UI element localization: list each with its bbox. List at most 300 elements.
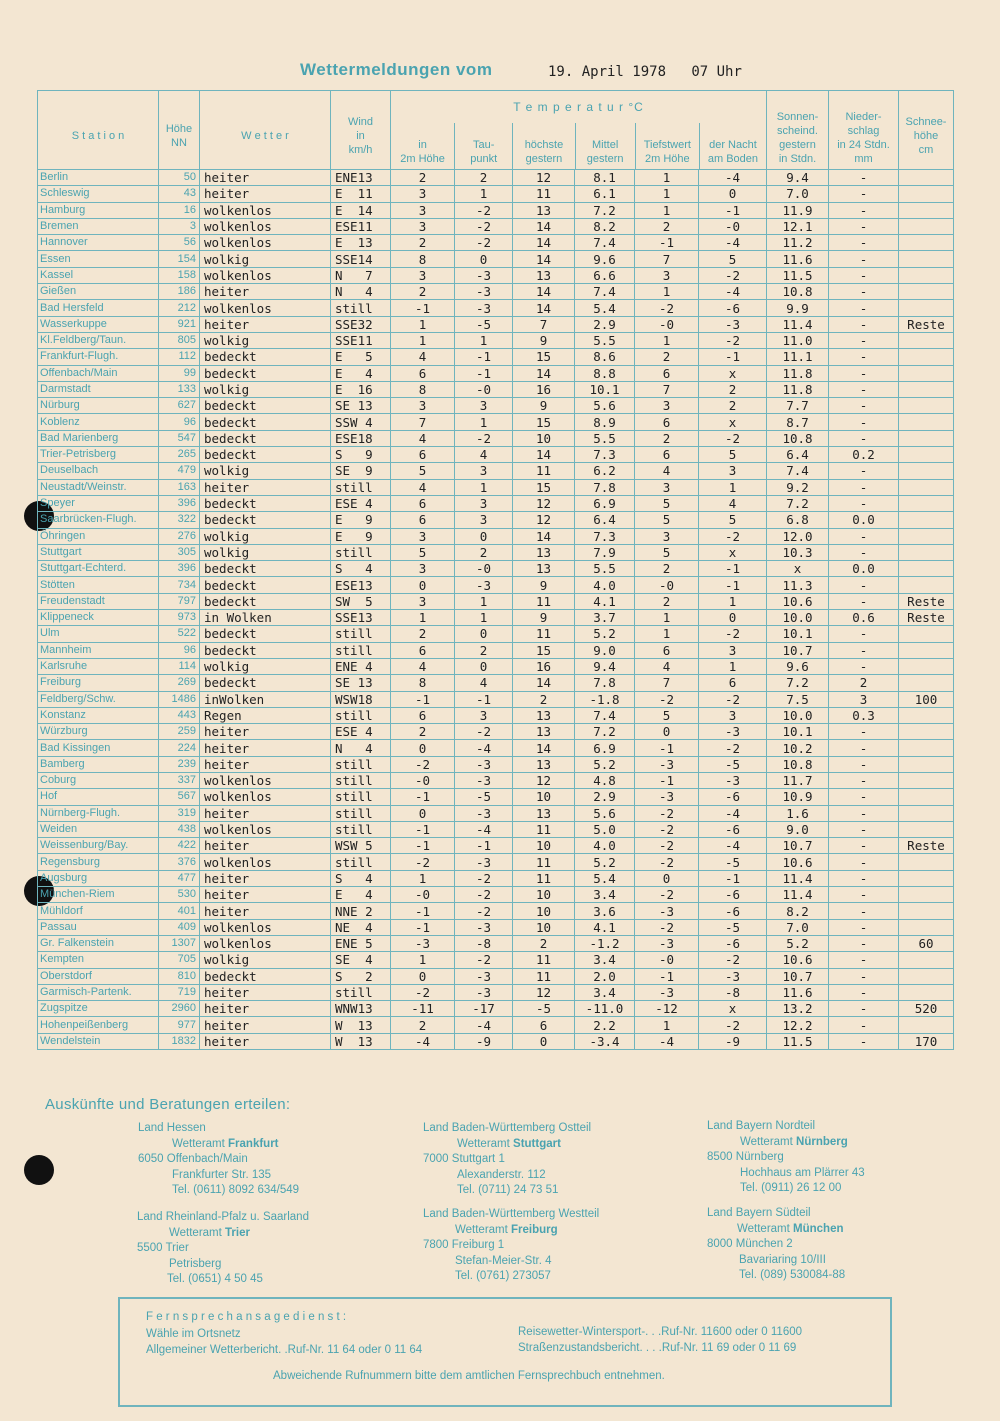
- temp-2m: 3: [391, 267, 455, 283]
- table-row: [38, 724, 954, 740]
- tiefstwert: -1: [635, 235, 699, 251]
- station-hoehe: 158: [159, 267, 200, 283]
- table-row: [38, 463, 954, 479]
- taupunkt: -4: [455, 1017, 513, 1033]
- temp-2m: -1: [391, 838, 455, 854]
- hoechste: 13: [513, 724, 575, 740]
- niederschlag: -: [829, 919, 899, 935]
- wetter: wolkig: [200, 251, 331, 267]
- tiefstwert: -0: [635, 952, 699, 968]
- office-amt-label: Wetteramt: [455, 1223, 508, 1236]
- taupunkt: -3: [455, 984, 513, 1000]
- taupunkt: -2: [455, 202, 513, 218]
- mittel: -1.8: [575, 691, 635, 707]
- wetter: heiter: [200, 984, 331, 1000]
- station-hoehe: 734: [159, 577, 200, 593]
- niederschlag: -: [829, 724, 899, 740]
- station-name: Öhringen: [38, 528, 159, 544]
- wind: SE 13: [331, 675, 391, 691]
- wetter: heiter: [200, 838, 331, 854]
- office-frankfurt: [138, 1121, 299, 1199]
- office-address-2: Frankfurter Str. 135: [172, 1168, 272, 1181]
- schneehoehe: [899, 821, 954, 837]
- tiefstwert: -3: [635, 756, 699, 772]
- station-hoehe: 376: [159, 854, 200, 870]
- table-row: [38, 251, 954, 267]
- tiefstwert: 1: [635, 186, 699, 202]
- office-land: Land Hessen: [138, 1122, 206, 1134]
- temp-2m: 7: [391, 414, 455, 430]
- mittel: 5.6: [575, 398, 635, 414]
- sonnenschein: 10.6: [767, 854, 829, 870]
- mittel: 4.1: [575, 593, 635, 609]
- hoechste: 16: [513, 658, 575, 674]
- station-name: Stötten: [38, 577, 159, 593]
- schneehoehe: Reste: [899, 593, 954, 609]
- temp-2m: -1: [391, 903, 455, 919]
- mittel: 10.1: [575, 381, 635, 397]
- table-row: [38, 365, 954, 381]
- office-land: Land Rheinland-Pfalz u. Saarland: [137, 1211, 309, 1223]
- station-hoehe: 627: [159, 398, 200, 414]
- station-name: Darmstadt: [38, 381, 159, 397]
- wetter: heiter: [200, 887, 331, 903]
- table-row: [38, 300, 954, 316]
- sonnenschein: 9.2: [767, 479, 829, 495]
- boden-nacht: -2: [699, 1017, 767, 1033]
- col-tiefstwert: [636, 123, 700, 169]
- taupunkt: -3: [455, 805, 513, 821]
- boden-nacht: -2: [699, 740, 767, 756]
- col-station-label: S t a t i o n: [71, 129, 125, 142]
- sonnenschein: 11.8: [767, 365, 829, 381]
- tiefstwert: 1: [635, 170, 699, 186]
- hoechste: -5: [513, 1001, 575, 1017]
- office-muenchen: [707, 1206, 845, 1284]
- station-name: Freiburg: [38, 675, 159, 691]
- schneehoehe: [899, 805, 954, 821]
- station-name: Ulm: [38, 626, 159, 642]
- hoechste: 13: [513, 544, 575, 560]
- col-wetter: [200, 91, 331, 170]
- sonnenschein: 7.2: [767, 675, 829, 691]
- boden-nacht: -9: [699, 1033, 767, 1049]
- sonnenschein: 11.0: [767, 332, 829, 348]
- table-row: [38, 626, 954, 642]
- col-taupunkt-line2: punkt: [470, 153, 498, 165]
- office-stuttgart: [423, 1121, 591, 1199]
- schneehoehe: [899, 870, 954, 886]
- wetter: heiter: [200, 284, 331, 300]
- schneehoehe: [899, 577, 954, 593]
- station-hoehe: 154: [159, 251, 200, 267]
- boden-nacht: -1: [699, 870, 767, 886]
- col-hoehe-line1: Höhe: [165, 122, 193, 135]
- col-niederschlag-line2: schlag: [847, 125, 880, 137]
- niederschlag: -: [829, 381, 899, 397]
- niederschlag: -: [829, 300, 899, 316]
- boden-nacht: 3: [699, 707, 767, 723]
- sonnenschein: 11.3: [767, 577, 829, 593]
- sonnenschein: 1.6: [767, 805, 829, 821]
- wind: S 2: [331, 968, 391, 984]
- mittel: 3.7: [575, 610, 635, 626]
- station-hoehe: 96: [159, 642, 200, 658]
- schneehoehe: [899, 398, 954, 414]
- temp-2m: 6: [391, 495, 455, 511]
- hoechste: 14: [513, 284, 575, 300]
- wetter: wolkig: [200, 952, 331, 968]
- hoechste: 10: [513, 919, 575, 935]
- station-hoehe: 224: [159, 740, 200, 756]
- station-hoehe: 1486: [159, 691, 200, 707]
- office-address-1: 7000 Stuttgart 1: [423, 1153, 505, 1165]
- taupunkt: 0: [455, 528, 513, 544]
- mittel: 7.4: [575, 235, 635, 251]
- table-row: [38, 430, 954, 446]
- schneehoehe: [899, 251, 954, 267]
- office-amt: [707, 1222, 845, 1238]
- tiefstwert: -1: [635, 772, 699, 788]
- station-hoehe: 269: [159, 675, 200, 691]
- schneehoehe: 100: [899, 691, 954, 707]
- wind: ENE13: [331, 170, 391, 186]
- wetter: wolkenlos: [200, 919, 331, 935]
- taupunkt: 1: [455, 332, 513, 348]
- station-name: Bad Marienberg: [38, 430, 159, 446]
- wind: still: [331, 479, 391, 495]
- niederschlag: -: [829, 235, 899, 251]
- hoechste: 7: [513, 316, 575, 332]
- wind: ESE 4: [331, 495, 391, 511]
- temp-2m: -3: [391, 935, 455, 951]
- taupunkt: 3: [455, 512, 513, 528]
- col-sonne: [767, 91, 829, 170]
- taupunkt: 3: [455, 398, 513, 414]
- taupunkt: 2: [455, 544, 513, 560]
- table-row: [38, 202, 954, 218]
- station-name: Hof: [38, 789, 159, 805]
- sonnenschein: 10.8: [767, 430, 829, 446]
- schneehoehe: [899, 789, 954, 805]
- schneehoehe: [899, 854, 954, 870]
- niederschlag: -: [829, 642, 899, 658]
- tiefstwert: -1: [635, 968, 699, 984]
- sonnenschein: 10.9: [767, 789, 829, 805]
- temp-2m: -2: [391, 854, 455, 870]
- niederschlag: -: [829, 870, 899, 886]
- taupunkt: 2: [455, 642, 513, 658]
- mittel: 7.9: [575, 544, 635, 560]
- schneehoehe: [899, 447, 954, 463]
- col-wind-line1: Wind: [347, 115, 374, 128]
- office-address-1: 8500 Nürnberg: [707, 1151, 784, 1163]
- hoechste: 13: [513, 202, 575, 218]
- station-name: Mannheim: [38, 642, 159, 658]
- hoechste: 14: [513, 235, 575, 251]
- mittel: 5.2: [575, 626, 635, 642]
- temp-2m: 6: [391, 642, 455, 658]
- sonnenschein: 10.7: [767, 642, 829, 658]
- mittel: 8.2: [575, 218, 635, 234]
- temp-2m: 2: [391, 170, 455, 186]
- niederschlag: -: [829, 463, 899, 479]
- niederschlag: -: [829, 887, 899, 903]
- office-address-1: 8000 München 2: [707, 1238, 793, 1250]
- wetter: heiter: [200, 1017, 331, 1033]
- col-wetter-label: W e t t e r: [241, 129, 289, 142]
- wind: still: [331, 984, 391, 1000]
- wetter: bedeckt: [200, 577, 331, 593]
- table-row: [38, 284, 954, 300]
- wind: SE 4: [331, 952, 391, 968]
- mittel: 5.5: [575, 430, 635, 446]
- sonnenschein: 9.9: [767, 300, 829, 316]
- temp-2m: 1: [391, 952, 455, 968]
- tiefstwert: 2: [635, 349, 699, 365]
- wind: N 4: [331, 740, 391, 756]
- hoechste: 14: [513, 675, 575, 691]
- col-hoechste-line2: gestern: [525, 153, 563, 165]
- tiefstwert: -12: [635, 1001, 699, 1017]
- boden-nacht: -6: [699, 821, 767, 837]
- mittel: 6.9: [575, 495, 635, 511]
- temp-2m: 4: [391, 349, 455, 365]
- col-schnee: [899, 91, 954, 170]
- boden-nacht: -2: [699, 332, 767, 348]
- schneehoehe: [899, 968, 954, 984]
- boden-nacht: -2: [699, 528, 767, 544]
- station-hoehe: 186: [159, 284, 200, 300]
- hoechste: 9: [513, 332, 575, 348]
- wind: E 14: [331, 202, 391, 218]
- hoechste: 13: [513, 805, 575, 821]
- office-amt: [423, 1223, 599, 1239]
- temperatur-title: T e m p e r a t u r °C: [513, 100, 644, 114]
- boden-nacht: -2: [699, 952, 767, 968]
- wetter: wolkig: [200, 658, 331, 674]
- schneehoehe: [899, 300, 954, 316]
- tiefstwert: -2: [635, 838, 699, 854]
- station-name: Neustadt/Weinstr.: [38, 479, 159, 495]
- wind: still: [331, 772, 391, 788]
- schneehoehe: 520: [899, 1001, 954, 1017]
- niederschlag: -: [829, 984, 899, 1000]
- station-name: Offenbach/Main: [38, 365, 159, 381]
- wind: ESE 4: [331, 724, 391, 740]
- wetter: bedeckt: [200, 447, 331, 463]
- boden-nacht: -6: [699, 887, 767, 903]
- hoechste: 10: [513, 887, 575, 903]
- station-name: Hamburg: [38, 202, 159, 218]
- niederschlag: 0.2: [829, 447, 899, 463]
- sonnenschein: 6.4: [767, 447, 829, 463]
- hoechste: 12: [513, 170, 575, 186]
- wetter: wolkenlos: [200, 235, 331, 251]
- col-sonne-line4: in Stdn.: [778, 153, 817, 165]
- wetter: bedeckt: [200, 626, 331, 642]
- mittel: 2.9: [575, 789, 635, 805]
- schneehoehe: [899, 332, 954, 348]
- sonnenschein: 11.1: [767, 349, 829, 365]
- office-amt-label: Wetteramt: [740, 1135, 793, 1148]
- sonnenschein: 10.8: [767, 284, 829, 300]
- schneehoehe: 170: [899, 1033, 954, 1049]
- station-name: Berlin: [38, 170, 159, 186]
- station-name: Karlsruhe: [38, 658, 159, 674]
- boden-nacht: x: [699, 365, 767, 381]
- boden-nacht: -4: [699, 235, 767, 251]
- sonnenschein: 6.8: [767, 512, 829, 528]
- niederschlag: -: [829, 414, 899, 430]
- wetter: bedeckt: [200, 365, 331, 381]
- station-hoehe: 2960: [159, 1001, 200, 1017]
- boden-nacht: -2: [699, 626, 767, 642]
- wind: W 13: [331, 1017, 391, 1033]
- wind: S 4: [331, 561, 391, 577]
- schneehoehe: [899, 707, 954, 723]
- sonnenschein: 11.8: [767, 381, 829, 397]
- station-name: Passau: [38, 919, 159, 935]
- station-name: Bamberg: [38, 756, 159, 772]
- wetter: wolkig: [200, 381, 331, 397]
- table-row: [38, 658, 954, 674]
- table-row: [38, 675, 954, 691]
- taupunkt: 0: [455, 251, 513, 267]
- taupunkt: -3: [455, 284, 513, 300]
- table-row: [38, 544, 954, 560]
- sonnenschein: 9.4: [767, 170, 829, 186]
- schneehoehe: [899, 626, 954, 642]
- mittel: -11.0: [575, 1001, 635, 1017]
- wind: SW 5: [331, 593, 391, 609]
- tiefstwert: 1: [635, 610, 699, 626]
- hoechste: 13: [513, 707, 575, 723]
- niederschlag: -: [829, 544, 899, 560]
- table-row: [38, 218, 954, 234]
- wind: SSE11: [331, 332, 391, 348]
- table-row: [38, 528, 954, 544]
- mittel: 4.8: [575, 772, 635, 788]
- sonnenschein: 10.7: [767, 838, 829, 854]
- niederschlag: -: [829, 267, 899, 283]
- station-name: Schleswig: [38, 186, 159, 202]
- wetter: in Wolken: [200, 610, 331, 626]
- schneehoehe: [899, 495, 954, 511]
- niederschlag: -: [829, 740, 899, 756]
- wetter: wolkenlos: [200, 300, 331, 316]
- station-name: Augsburg: [38, 870, 159, 886]
- station-name: Trier-Petrisberg: [38, 447, 159, 463]
- sonnenschein: 11.5: [767, 267, 829, 283]
- office-amt-label: Wetteramt: [172, 1137, 225, 1150]
- station-hoehe: 16: [159, 202, 200, 218]
- boden-nacht: -4: [699, 170, 767, 186]
- taupunkt: -2: [455, 870, 513, 886]
- boden-nacht: 6: [699, 675, 767, 691]
- schneehoehe: 60: [899, 935, 954, 951]
- station-hoehe: 547: [159, 430, 200, 446]
- sonnenschein: 10.1: [767, 626, 829, 642]
- schneehoehe: [899, 658, 954, 674]
- col-hoechste-line1: höchste: [524, 139, 564, 151]
- tiefstwert: -3: [635, 789, 699, 805]
- fernsprech-strassenzustand: Straßenzustandsbericht. . . .Ruf-Nr. 11 69 oder 0 11 69: [518, 1342, 797, 1354]
- station-name: Stuttgart: [38, 544, 159, 560]
- office-amt: [138, 1137, 299, 1153]
- temp-2m: 0: [391, 577, 455, 593]
- wind: E 16: [331, 381, 391, 397]
- sonnenschein: 13.2: [767, 1001, 829, 1017]
- boden-nacht: -1: [699, 349, 767, 365]
- wind: SSE13: [331, 610, 391, 626]
- hoechste: 9: [513, 577, 575, 593]
- taupunkt: 1: [455, 610, 513, 626]
- station-name: Garmisch-Partenk.: [38, 984, 159, 1000]
- station-hoehe: 719: [159, 984, 200, 1000]
- schneehoehe: [899, 952, 954, 968]
- wind: still: [331, 756, 391, 772]
- taupunkt: -2: [455, 235, 513, 251]
- hoechste: 10: [513, 789, 575, 805]
- niederschlag: -: [829, 495, 899, 511]
- sonnenschein: 12.1: [767, 218, 829, 234]
- wind: SSE14: [331, 251, 391, 267]
- sonnenschein: 11.2: [767, 235, 829, 251]
- tiefstwert: 2: [635, 561, 699, 577]
- niederschlag: 0.6: [829, 610, 899, 626]
- temp-2m: 4: [391, 479, 455, 495]
- hoechste: 0: [513, 1033, 575, 1049]
- auskunft-title: Auskünfte und Beratungen erteilen:: [45, 1096, 291, 1113]
- taupunkt: -8: [455, 935, 513, 951]
- table-row: [38, 935, 954, 951]
- tiefstwert: 3: [635, 528, 699, 544]
- station-hoehe: 810: [159, 968, 200, 984]
- tiefstwert: 5: [635, 707, 699, 723]
- station-name: Gr. Falkenstein: [38, 935, 159, 951]
- station-name: Konstanz: [38, 707, 159, 723]
- col-taupunkt: [455, 123, 513, 169]
- wetter: wolkenlos: [200, 821, 331, 837]
- table-row: [38, 414, 954, 430]
- tiefstwert: 3: [635, 479, 699, 495]
- mittel: 4.0: [575, 838, 635, 854]
- tiefstwert: 3: [635, 398, 699, 414]
- niederschlag: -: [829, 332, 899, 348]
- col-temperatur-group: [391, 91, 767, 170]
- office-amt-label: Wetteramt: [737, 1222, 790, 1235]
- taupunkt: -5: [455, 789, 513, 805]
- boden-nacht: -1: [699, 202, 767, 218]
- niederschlag: -: [829, 577, 899, 593]
- station-name: Nürburg: [38, 398, 159, 414]
- table-row: [38, 170, 954, 186]
- mittel: 3.4: [575, 887, 635, 903]
- report-date: [548, 64, 742, 80]
- temp-2m: 6: [391, 365, 455, 381]
- hoechste: 12: [513, 512, 575, 528]
- taupunkt: -1: [455, 838, 513, 854]
- col-niederschlag-line1: Nieder-: [845, 111, 882, 123]
- sonnenschein: 5.2: [767, 935, 829, 951]
- col-schnee-line1: Schnee-: [905, 115, 947, 128]
- schneehoehe: [899, 186, 954, 202]
- sonnenschein: 7.2: [767, 495, 829, 511]
- hoechste: 11: [513, 952, 575, 968]
- boden-nacht: 0: [699, 186, 767, 202]
- niederschlag: -: [829, 593, 899, 609]
